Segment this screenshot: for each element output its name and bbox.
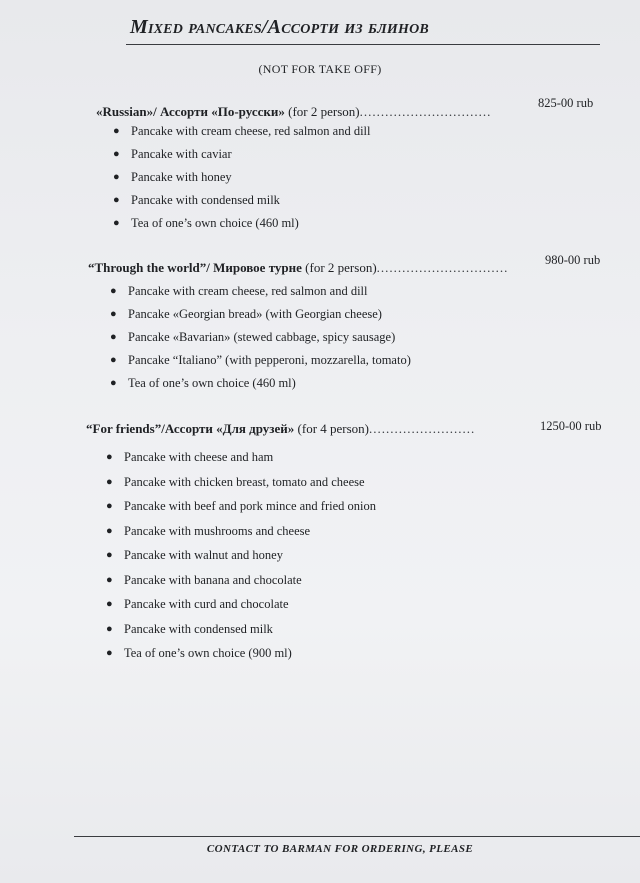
leader-dots: ............................... (376, 260, 509, 275)
bullet-icon: ● (113, 194, 120, 206)
list-item (110, 349, 411, 372)
item-list (106, 445, 376, 666)
leader-dots: ............................... (359, 104, 492, 119)
item-text: Pancake with curd and chocolate (124, 597, 289, 611)
section-name: «Russian»/ Ассорти «По-русски» (96, 104, 285, 119)
item-text: Pancake with cream cheese, red salmon and dill (128, 284, 368, 298)
list-item (110, 326, 411, 349)
section-heading (86, 421, 475, 437)
section-heading (88, 260, 508, 276)
section-persons: (for 2 person) (305, 260, 377, 275)
item-text: Pancake with condensed milk (131, 193, 280, 207)
item-text: Pancake with caviar (131, 147, 232, 161)
list-item (106, 641, 376, 666)
bullet-icon: ● (106, 549, 113, 561)
footer-rule (74, 836, 640, 837)
item-text: Tea of one’s own choice (900 ml) (124, 646, 292, 660)
list-item (110, 372, 411, 395)
section-persons: (for 4 person) (297, 421, 370, 436)
item-text: Tea of one’s own choice (460 ml) (128, 376, 296, 390)
bullet-icon: ● (106, 451, 113, 463)
bullet-icon: ● (113, 171, 120, 183)
list-item (113, 189, 371, 212)
leader-dots: ......................... (369, 421, 476, 436)
bullet-icon: ● (110, 331, 117, 343)
list-item (106, 445, 376, 470)
section-price: 825-00 rub (538, 96, 594, 110)
item-text: Pancake «Bavarian» (stewed cabbage, spicy sausage) (128, 330, 396, 344)
list-item (106, 568, 376, 593)
section-price: 980-00 rub (545, 253, 601, 267)
bullet-icon: ● (113, 217, 120, 229)
item-text: Pancake with walnut and honey (124, 548, 283, 562)
item-text: Pancake with condensed milk (124, 621, 273, 636)
section-name: “Through the world”/ Мировое турне (88, 260, 302, 275)
item-text: Pancake “Italiano” (with pepperoni, mozzarella, tomato) (128, 353, 411, 367)
footer-note: CONTACT TO BARMAN FOR ORDERING, PLEASE (206, 843, 474, 855)
item-text: Pancake with cheese and ham (124, 450, 274, 464)
bullet-icon: ● (106, 647, 113, 659)
list-item (110, 303, 411, 326)
bullet-icon: ● (113, 125, 120, 137)
list-item (106, 592, 376, 617)
section-price: 1250-00 rub (540, 419, 602, 433)
item-text: Pancake with cream cheese, red salmon and dill (131, 124, 371, 138)
list-item (106, 494, 376, 519)
item-text: Pancake with chicken breast, tomato and cheese (124, 474, 365, 489)
item-text: Pancake with beef and pork mince and fried onion (124, 499, 376, 513)
page-title (130, 16, 600, 39)
item-text: Pancake with mushrooms and cheese (124, 523, 311, 538)
list-item (113, 166, 371, 189)
list-item (106, 543, 376, 568)
bullet-icon: ● (106, 500, 113, 512)
section-name: “For friends”/Ассорти «Для друзей» (86, 421, 295, 436)
bullet-icon: ● (110, 285, 117, 297)
list-item (110, 280, 411, 303)
bullet-icon: ● (113, 148, 120, 160)
list-item (106, 617, 376, 642)
item-list (110, 280, 411, 395)
list-item (113, 143, 371, 166)
item-text: Pancake with honey (131, 170, 232, 184)
list-item (113, 212, 371, 235)
bullet-icon: ● (106, 475, 113, 488)
item-text: Pancake «Georgian bread» (with Georgian cheese) (128, 307, 382, 321)
bullet-icon: ● (106, 598, 113, 610)
bullet-icon: ● (110, 308, 117, 320)
item-list (113, 120, 371, 235)
bullet-icon: ● (106, 573, 113, 586)
item-text: Tea of one’s own choice (460 ml) (131, 216, 299, 230)
subtitle: (NOT FOR TAKE OFF) (258, 62, 382, 76)
list-item (113, 120, 371, 143)
list-item (106, 519, 376, 544)
bullet-icon: ● (110, 377, 117, 389)
section-persons: (for 2 person) (288, 104, 360, 119)
bullet-icon: ● (106, 622, 113, 635)
list-item (106, 470, 376, 495)
title-underline (126, 44, 600, 45)
item-text: Pancake with banana and chocolate (124, 572, 302, 587)
bullet-icon: ● (110, 354, 117, 366)
bullet-icon: ● (106, 524, 113, 537)
section-heading (96, 104, 491, 120)
title-text: Mixed pancakes/Ассорти из блинов (130, 16, 429, 38)
